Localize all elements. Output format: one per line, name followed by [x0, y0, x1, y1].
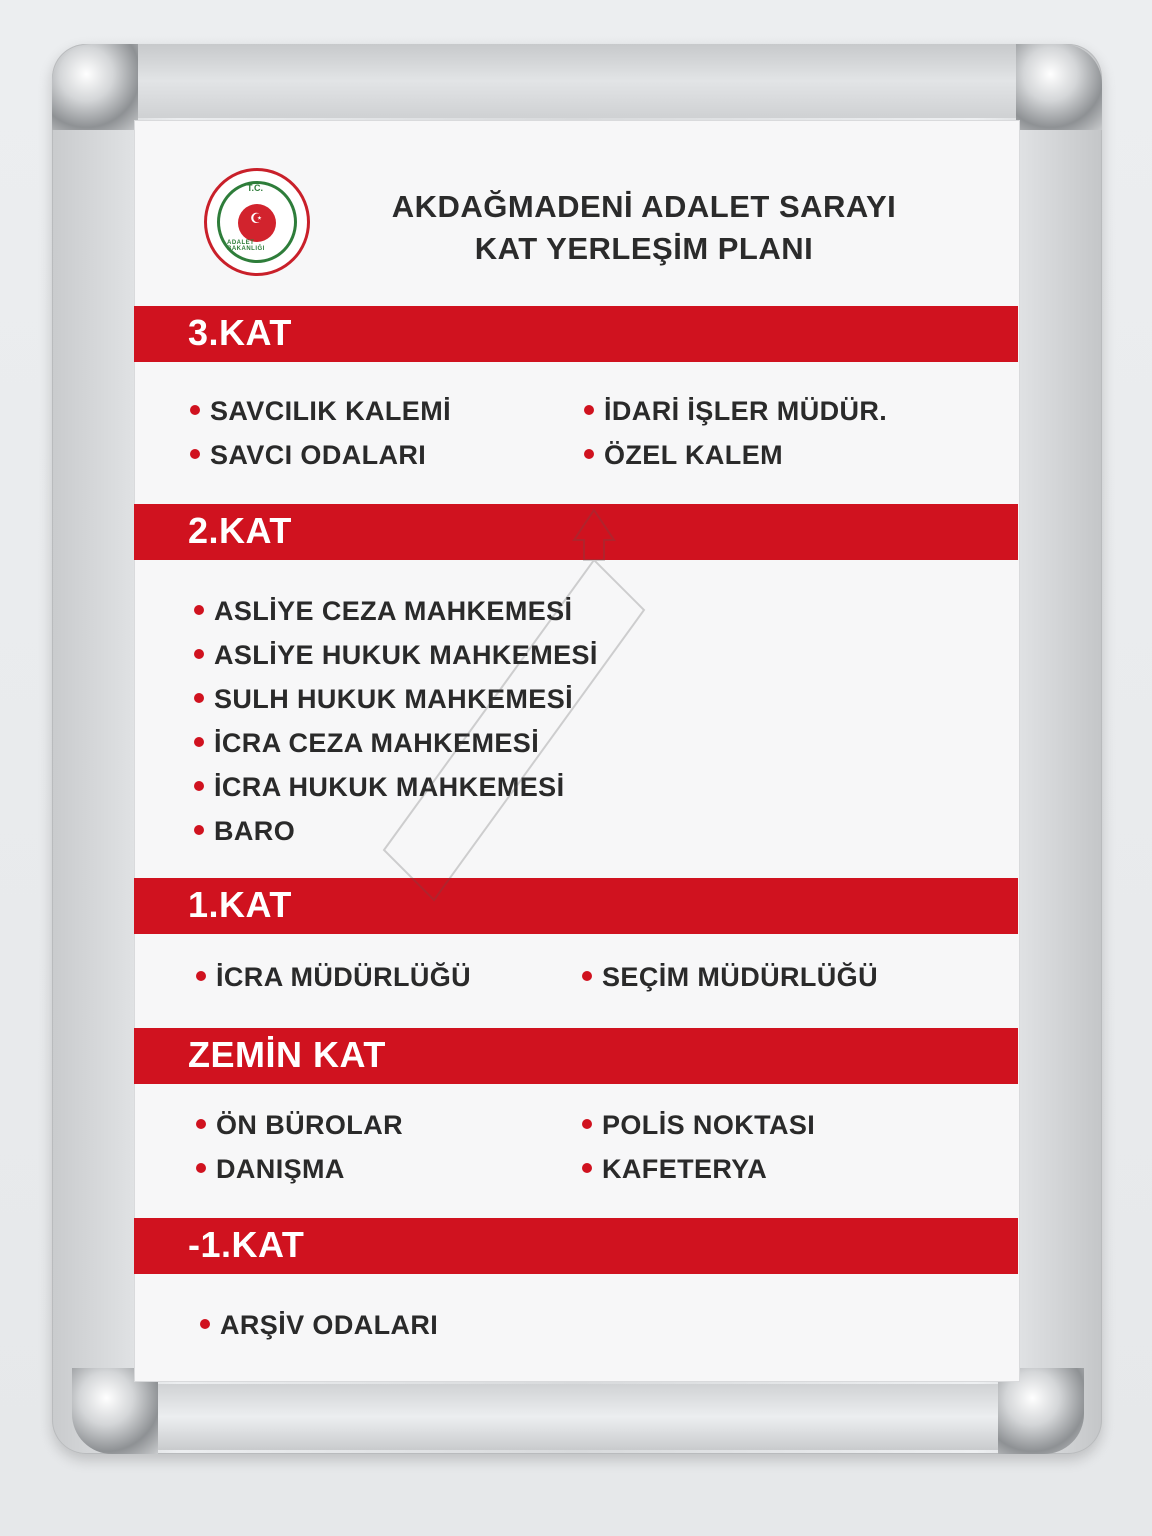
list-item: ARŞİV ODALARI: [200, 1310, 438, 1341]
bullet-dot-icon: [194, 649, 204, 659]
list-item: ASLİYE CEZA MAHKEMESİ: [194, 596, 572, 627]
list-item: POLİS NOKTASI: [582, 1110, 815, 1141]
bullet-dot-icon: [196, 971, 206, 981]
floor-band-ground: [134, 1028, 1018, 1084]
list-item: İCRA MÜDÜRLÜĞÜ: [196, 962, 471, 993]
frame-corner-top-left: [52, 44, 138, 130]
watermark-band-shape: [384, 560, 644, 900]
bullet-dot-icon: [194, 605, 204, 615]
bullet-dot-icon: [194, 693, 204, 703]
list-item: ÖN BÜROLAR: [196, 1110, 403, 1141]
frame-bottom-rail: [140, 1384, 1020, 1450]
floor-label: ZEMİN KAT: [188, 1034, 386, 1075]
list-item: ASLİYE HUKUK MAHKEMESİ: [194, 640, 598, 671]
seal-inner-ring: [217, 181, 297, 263]
bullet-dot-icon: [194, 737, 204, 747]
bullet-dot-icon: [190, 405, 200, 415]
list-item: İCRA HUKUK MAHKEMESİ: [194, 772, 565, 803]
frame-corner-top-right: [1016, 44, 1102, 130]
floor-band-3: [134, 306, 1018, 362]
floor-label: 1.KAT: [188, 884, 292, 925]
bullet-dot-icon: [584, 449, 594, 459]
floor-label: 3.KAT: [188, 312, 292, 353]
bullet-dot-icon: [582, 1163, 592, 1173]
list-item: KAFETERYA: [582, 1154, 767, 1185]
crescent-star-icon: ☪: [250, 210, 263, 226]
ministry-seal-logo: [204, 168, 310, 276]
floor-band-basement: [134, 1218, 1018, 1274]
list-item: BARO: [194, 816, 295, 847]
list-item: DANIŞMA: [196, 1154, 345, 1185]
bullet-dot-icon: [582, 1119, 592, 1129]
bullet-dot-icon: [584, 405, 594, 415]
seal-top-text: T.C.: [247, 183, 264, 193]
frame-top-rail: [124, 44, 1034, 118]
title-line-2: KAT YERLEŞİM PLANI: [474, 231, 814, 266]
seal-ring-text: ADALET BAKANLIĞI: [227, 240, 265, 252]
list-item: ÖZEL KALEM: [584, 440, 783, 471]
bullet-dot-icon: [200, 1319, 210, 1329]
bullet-dot-icon: [196, 1119, 206, 1129]
bullet-dot-icon: [194, 781, 204, 791]
watermark-logo: [344, 500, 674, 920]
bullet-dot-icon: [582, 971, 592, 981]
list-item: SAVCI ODALARI: [190, 440, 426, 471]
list-item: SULH HUKUK MAHKEMESİ: [194, 684, 573, 715]
list-item: İDARİ İŞLER MÜDÜR.: [584, 396, 887, 427]
title-line-1: AKDAĞMADENİ ADALET SARAYI: [391, 189, 897, 224]
watermark-tower-shape: [574, 510, 614, 560]
list-item: İCRA CEZA MAHKEMESİ: [194, 728, 539, 759]
list-item: SAVCILIK KALEMİ: [190, 396, 451, 427]
bullet-dot-icon: [196, 1163, 206, 1173]
list-item: SEÇİM MÜDÜRLÜĞÜ: [582, 962, 878, 993]
seal-red-core: [238, 204, 276, 242]
bullet-dot-icon: [194, 825, 204, 835]
floor-label: -1.KAT: [188, 1224, 305, 1265]
floor-label: 2.KAT: [188, 510, 292, 551]
poster-title: [324, 186, 964, 270]
floor-plan-poster: [134, 120, 1020, 1382]
bullet-dot-icon: [190, 449, 200, 459]
